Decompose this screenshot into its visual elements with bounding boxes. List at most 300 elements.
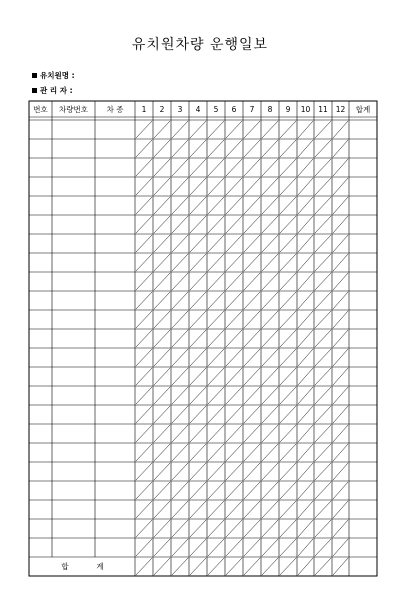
diagonal-line [315,292,331,309]
diagonal-line [315,273,331,290]
diagonal-line [333,425,348,442]
diagonal-line [333,216,348,233]
diagonal-line [244,406,260,423]
diagonal-line [298,349,313,366]
diagonal-line [298,254,313,271]
diagonal-line [208,349,224,366]
diagonal-line [262,197,278,214]
diagonal-line [262,292,278,309]
diagonal-line [298,463,313,480]
diagonal-line [190,197,206,214]
diagonal-line [172,368,188,385]
diagonal-line [298,387,313,404]
diagonal-line [172,121,188,138]
diagonal-line [226,349,242,366]
diagonal-line [154,539,170,556]
diagonal-line [136,539,152,556]
diagonal-line [333,539,348,556]
diagonal-line [172,216,188,233]
diagonal-line [298,558,313,575]
total-label: 합 [61,562,69,571]
diagonal-line [262,235,278,252]
diagonal-line [190,273,206,290]
diagonal-line [280,216,296,233]
diagonal-line [136,425,152,442]
diagonal-line [244,197,260,214]
diagonal-line [208,235,224,252]
header-cell-label: 차 종 [106,105,124,114]
diagonal-line [333,235,348,252]
diagonal-line [208,273,224,290]
diagonal-line [333,311,348,328]
header-cell-label: 합계 [355,105,371,114]
diagonal-line [154,311,170,328]
diagonal-line [226,406,242,423]
diagonal-line [333,330,348,347]
diagonal-line [244,558,260,575]
diagonal-line [244,387,260,404]
header-cell-label: 7 [249,105,255,114]
diagonal-line [280,292,296,309]
diagonal-line [262,520,278,537]
diagonal-line [280,121,296,138]
diagonal-line [154,178,170,195]
diagonal-line [208,558,224,575]
diagonal-line [244,140,260,157]
diagonal-line [298,273,313,290]
diagonal-line [190,311,206,328]
diagonal-line [208,311,224,328]
diagonal-line [262,121,278,138]
diagonal-line [136,159,152,176]
diagonal-line [262,311,278,328]
diagonal-line [226,425,242,442]
diagonal-line [226,140,242,157]
diagonal-line [244,254,260,271]
diagonal-line [244,121,260,138]
diagonal-line [226,539,242,556]
diagonal-line [244,520,260,537]
diagonal-line [226,444,242,461]
header-cell-label: 2 [159,105,165,114]
diagonal-line [315,178,331,195]
diagonal-line [154,216,170,233]
kindergarten-name-label: 유치원명 : [40,71,75,80]
diagonal-line [136,368,152,385]
diagonal-line [136,463,152,480]
diagonal-line [190,235,206,252]
header-cell-label: 1 [141,105,147,114]
diagonal-line [190,254,206,271]
diagonal-line [244,159,260,176]
diagonal-line [190,501,206,518]
diagonal-line [190,482,206,499]
diagonal-line [298,520,313,537]
diagonal-line [298,121,313,138]
diagonal-line [298,292,313,309]
diagonal-line [315,425,331,442]
diagonal-line [298,482,313,499]
diagonal-line [136,273,152,290]
diagonal-line [315,235,331,252]
diagonal-line [280,178,296,195]
manager-label: 관 리 자 : [40,86,73,95]
diagonal-line [333,444,348,461]
diagonal-line [226,292,242,309]
diagonal-line [280,311,296,328]
diagonal-line [190,159,206,176]
diagonal-line [333,406,348,423]
diagonal-line [280,463,296,480]
diagonal-line [208,330,224,347]
header-cell-label: 5 [213,105,219,114]
diagonal-line [298,368,313,385]
diagonal-line [136,558,152,575]
diagonal-line [226,254,242,271]
diagonal-line [172,178,188,195]
diagonal-line [226,387,242,404]
diagonal-line [208,501,224,518]
diagonal-line [244,178,260,195]
diagonal-line [280,273,296,290]
diagonal-line [262,273,278,290]
diagonal-line [333,387,348,404]
diagonal-line [262,349,278,366]
diagonal-line [333,254,348,271]
diagonal-line [136,178,152,195]
diagonal-line [315,463,331,480]
diagonal-line [315,406,331,423]
diagonal-line [333,520,348,537]
diagonal-line [136,387,152,404]
diagonal-line [280,197,296,214]
diagonal-line [298,216,313,233]
diagonal-line [280,406,296,423]
header-cell-label: 6 [231,105,237,114]
diagonal-line [298,178,313,195]
diagonal-line [136,482,152,499]
header-cell-label: 차량번호 [59,105,88,114]
diagonal-line [226,178,242,195]
diagonal-line [208,368,224,385]
diagonal-line [298,159,313,176]
diagonal-line [244,444,260,461]
diagonal-line [136,197,152,214]
total-label: 계 [96,562,104,571]
diagonal-line [172,197,188,214]
diagonal-line [190,444,206,461]
header-cell-label: 9 [285,105,291,114]
header-cell-label: 10 [300,105,311,114]
diagonal-line [226,368,242,385]
diagonal-line [136,311,152,328]
diagonal-line [190,539,206,556]
header-cell-label: 4 [195,105,201,114]
diagonal-line [208,387,224,404]
diagonal-line [280,539,296,556]
diagonal-line [298,444,313,461]
diagonal-line [333,463,348,480]
diagonal-line [262,387,278,404]
diagonal-line [154,140,170,157]
diagonal-line [333,558,348,575]
header-cell-label: 12 [335,105,346,114]
diagonal-line [136,292,152,309]
diagonal-line [226,558,242,575]
diagonal-line [315,159,331,176]
diagonal-line [208,254,224,271]
diagonal-line [172,292,188,309]
diagonal-line [154,558,170,575]
diagonal-line [262,482,278,499]
diagonal-line [208,140,224,157]
diagonal-line [208,406,224,423]
diagonal-line [280,520,296,537]
diagonal-line [136,501,152,518]
diagonal-line [244,292,260,309]
diagonal-line [136,254,152,271]
diagonal-line [190,406,206,423]
diagonal-line [315,482,331,499]
diagonal-line [244,368,260,385]
diagonal-line [208,216,224,233]
diagonal-line [190,558,206,575]
diagonal-line [154,482,170,499]
diagonal-line [280,501,296,518]
diagonal-line [226,520,242,537]
diagonal-line [172,235,188,252]
diagonal-line [172,444,188,461]
diagonal-line [154,406,170,423]
diagonal-line [172,425,188,442]
diagonal-line [154,387,170,404]
diagonal-line [262,330,278,347]
diagonal-line [154,444,170,461]
diagonal-line [315,349,331,366]
diagonal-line [298,539,313,556]
diagonal-line [262,140,278,157]
diagonal-line [280,425,296,442]
diagonal-line [333,482,348,499]
diagonal-line [154,349,170,366]
diagonal-line [262,406,278,423]
diagonal-line [154,197,170,214]
diagonal-line [280,368,296,385]
diagonal-line [226,273,242,290]
header-cell-label: 3 [177,105,183,114]
diagonal-line [244,482,260,499]
diagonal-line [154,520,170,537]
diagonal-line [172,387,188,404]
diagonal-line [154,292,170,309]
diagonal-line [172,273,188,290]
diagonal-line [315,520,331,537]
diagonal-line [208,197,224,214]
diagonal-line [226,216,242,233]
diagonal-line [226,463,242,480]
diagonal-line [244,349,260,366]
diagonal-line [315,216,331,233]
diagonal-line [333,159,348,176]
diagonal-line [226,330,242,347]
diagonal-line [315,121,331,138]
diagonal-line [333,140,348,157]
diagonal-line [262,159,278,176]
diagonal-line [333,121,348,138]
diagonal-line [172,520,188,537]
diagonal-line [172,482,188,499]
diagonal-line [280,140,296,157]
diagonal-line [154,235,170,252]
diagonal-line [172,539,188,556]
diagonal-line [244,311,260,328]
diagonal-line [190,368,206,385]
diagonal-line [315,254,331,271]
diagonal-line [298,197,313,214]
diagonal-line [262,539,278,556]
diagonal-line [333,368,348,385]
diagonal-line [190,178,206,195]
diagonal-line [208,425,224,442]
table-border [29,101,377,576]
diagonal-line [190,463,206,480]
diagonal-line [244,539,260,556]
diagonal-line [190,330,206,347]
diagonal-line [136,520,152,537]
diagonal-line [190,387,206,404]
diagonal-line [333,292,348,309]
diagonal-line [315,311,331,328]
diagonal-line [298,501,313,518]
diagonal-line [172,349,188,366]
diagonal-line [208,520,224,537]
diagonal-line [315,539,331,556]
diagonal-line [208,121,224,138]
diagonal-line [226,121,242,138]
header-cell-label: 11 [318,105,328,114]
diagonal-line [190,121,206,138]
diagonal-line [262,254,278,271]
diagonal-line [172,558,188,575]
diagonal-line [315,368,331,385]
diagonal-line [280,254,296,271]
diagonal-line [298,406,313,423]
diagonal-line [208,463,224,480]
diagonal-line [280,482,296,499]
diagonal-line [208,539,224,556]
diagonal-line [315,444,331,461]
diagonal-line [244,425,260,442]
diagonal-line [226,197,242,214]
diagonal-line [190,349,206,366]
diagonal-line [280,235,296,252]
diagonal-line [154,425,170,442]
diagonal-line [190,292,206,309]
diagonal-line [172,406,188,423]
diagonal-line [208,482,224,499]
diagonal-line [244,273,260,290]
diagonal-line [226,482,242,499]
diagonal-line [154,254,170,271]
diagonal-line [190,140,206,157]
diagonal-line [136,216,152,233]
diagonal-line [172,463,188,480]
diagonal-line [298,330,313,347]
diagonal-line [136,330,152,347]
diagonal-line [262,501,278,518]
diagonal-line [333,501,348,518]
diagonal-line [136,406,152,423]
diagonal-line [154,463,170,480]
diagonal-line [154,330,170,347]
diagonal-line [154,121,170,138]
diagonal-line [244,501,260,518]
diagonal-line [315,558,331,575]
diagonal-line [244,463,260,480]
diagonal-line [280,159,296,176]
diagonal-line [262,558,278,575]
diagonal-line [262,425,278,442]
diagonal-line [280,387,296,404]
diagonal-line [208,178,224,195]
diagonal-line [315,197,331,214]
diagonal-line [136,444,152,461]
diagonal-line [315,387,331,404]
diagonal-line [262,368,278,385]
diagonal-line [280,349,296,366]
diagonal-line [244,216,260,233]
diagonal-line [298,140,313,157]
diagonal-line [190,425,206,442]
diagonal-line [333,197,348,214]
page-title: 유치원차량 운행일보 [131,37,269,53]
diagonal-line [136,349,152,366]
diagonal-line [333,349,348,366]
diagonal-line [244,330,260,347]
diagonal-line [136,121,152,138]
diagonal-line [226,501,242,518]
diagonal-line [172,254,188,271]
diagonal-line [315,140,331,157]
diagonal-line [208,159,224,176]
diagonal-line [172,140,188,157]
diagonal-line [298,425,313,442]
diagonal-line [280,444,296,461]
diagonal-line [172,330,188,347]
header-cell-label: 8 [267,105,273,114]
diagonal-line [154,273,170,290]
diagonal-line [262,463,278,480]
diagonal-line [208,292,224,309]
diagonal-line [226,159,242,176]
diagonal-line [136,235,152,252]
diagonal-line [154,159,170,176]
diagonal-line [315,330,331,347]
diagonal-line [154,368,170,385]
diagonal-line [244,235,260,252]
diagonal-line [315,501,331,518]
diagonal-line [280,558,296,575]
diagonal-line [226,311,242,328]
diagonal-line [280,330,296,347]
diagonal-line [262,216,278,233]
diagonal-line [298,235,313,252]
diagonal-line [298,311,313,328]
diagonal-line [333,273,348,290]
diagonal-line [190,216,206,233]
diagonal-line [208,444,224,461]
diagonal-line [226,235,242,252]
